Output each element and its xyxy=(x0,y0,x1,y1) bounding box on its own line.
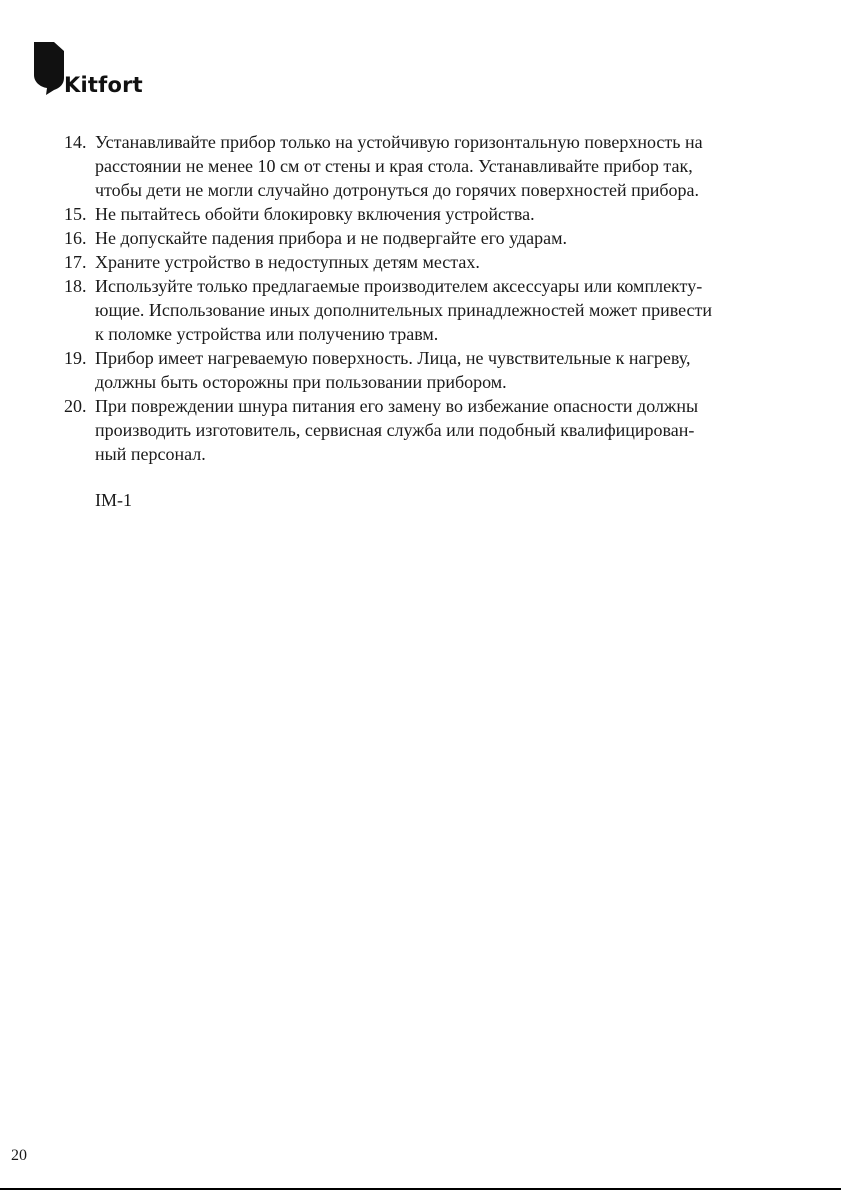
list-item xyxy=(64,202,788,226)
item-number: 19. xyxy=(64,348,87,368)
text-line: При повреждении шнура питания его замену во избежание опасности должны xyxy=(95,396,699,416)
item-text xyxy=(95,202,788,226)
item-text xyxy=(95,394,788,466)
item-text xyxy=(95,274,788,346)
item-text xyxy=(95,130,788,202)
text-line: чтобы дети не могли случайно дотронуться до горячих поверхностей прибора. xyxy=(95,180,699,200)
text-line: ный персонал. xyxy=(95,444,206,464)
list-item xyxy=(64,226,788,250)
list-item xyxy=(64,130,788,202)
item-number: 18. xyxy=(64,276,87,296)
item-text xyxy=(95,226,788,250)
list-item xyxy=(64,394,788,466)
text-line: Устанавливайте прибор только на устойчивую горизонтальную поверхность на xyxy=(95,132,703,152)
item-text xyxy=(95,250,788,274)
item-text xyxy=(95,346,788,394)
text-line: должны быть осторожны при пользовании прибором. xyxy=(95,372,507,392)
item-number: 17. xyxy=(64,252,87,272)
text-line: расстоянии не менее 10 см от стены и края стола. Устанавливайте прибор так, xyxy=(95,156,693,176)
text-line: ющие. Использование иных дополнительных принадлежностей может привести xyxy=(95,300,713,320)
list-item xyxy=(64,250,788,274)
page-bottom-rule xyxy=(0,1188,841,1190)
text-line: Прибор имеет нагреваемую поверхность. Лица, не чувствительные к нагреву, xyxy=(95,348,691,368)
logo-wordmark: Kitfort xyxy=(64,73,143,97)
item-number: 16. xyxy=(64,228,87,248)
kitfort-logo xyxy=(34,42,174,98)
item-number: 14. xyxy=(64,132,87,152)
model-code: IM-1 xyxy=(95,490,132,510)
safety-instructions-list xyxy=(64,130,788,512)
list-item xyxy=(64,274,788,346)
text-line: Храните устройство в недоступных детям местах. xyxy=(95,252,480,272)
list-item xyxy=(64,346,788,394)
text-line: к поломке устройства или получению травм. xyxy=(95,324,439,344)
text-line: Используйте только предлагаемые производителем аксессуары или комплекту- xyxy=(95,276,703,296)
text-line: Не допускайте падения прибора и не подвергайте его ударам. xyxy=(95,228,568,248)
page-number: 20 xyxy=(11,1147,27,1164)
text-line: производить изготовитель, сервисная служба или подобный квалифицирован- xyxy=(95,420,695,440)
text-line: Не пытайтесь обойти блокировку включения устройства. xyxy=(95,204,535,224)
item-number: 15. xyxy=(64,204,87,224)
item-number: 20. xyxy=(64,396,87,416)
